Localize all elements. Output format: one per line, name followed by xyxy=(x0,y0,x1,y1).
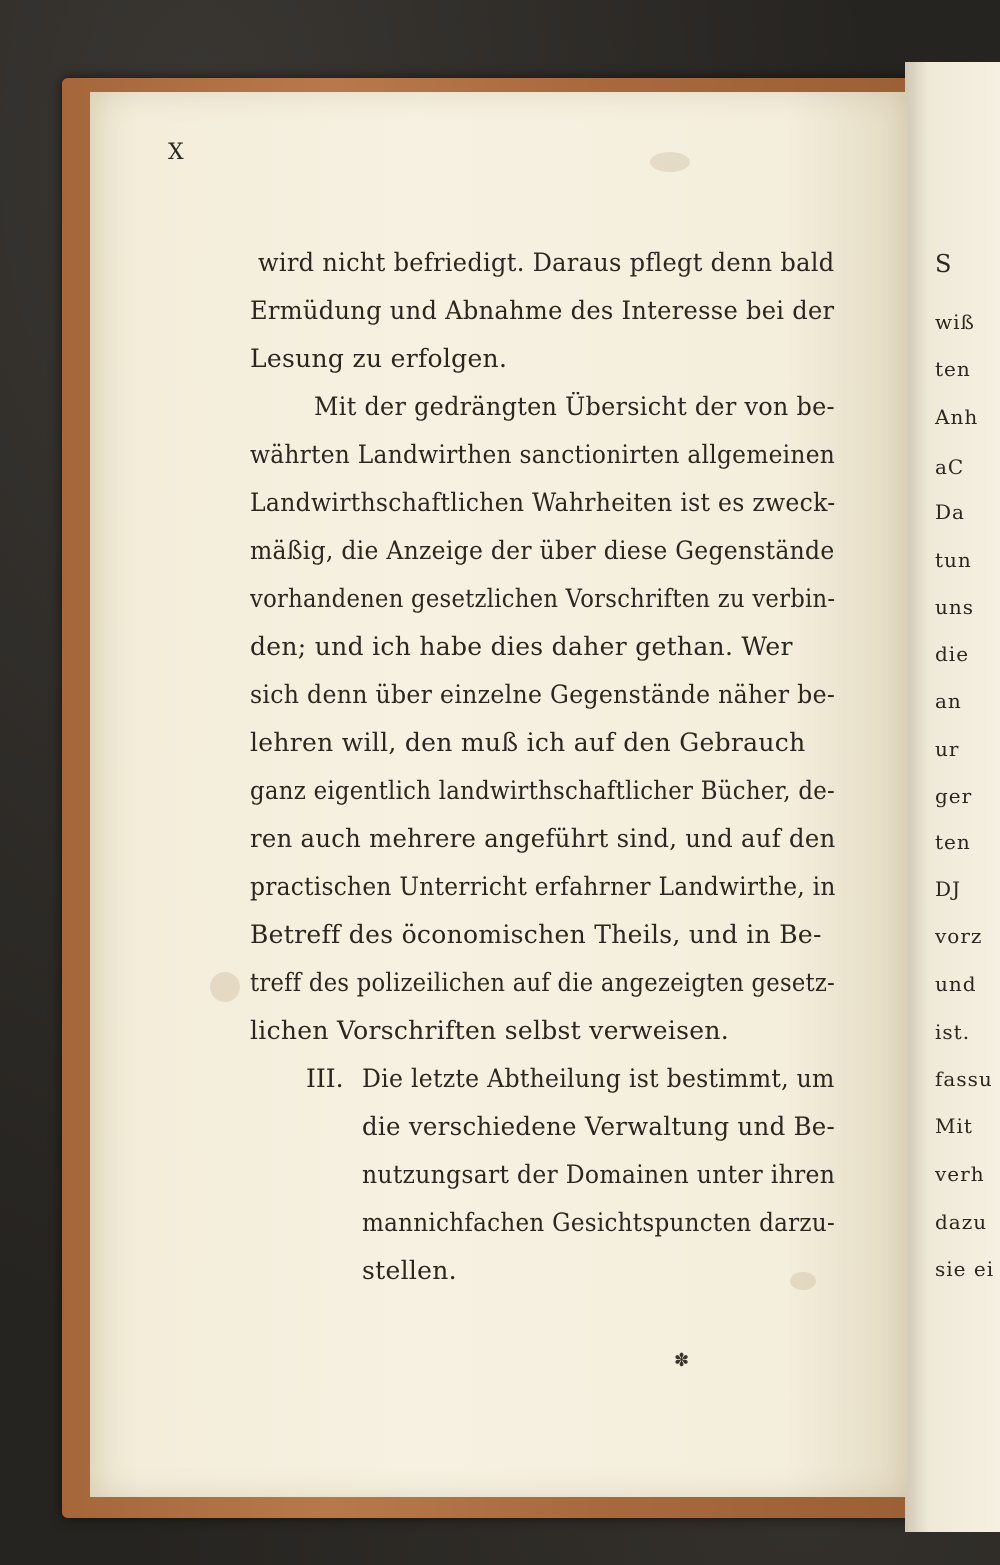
body-line: Ermüdung und Abnahme des Interesse bei der xyxy=(250,296,835,325)
body-line: ren auch mehrere angeführt sind, und auf den xyxy=(250,824,836,853)
facing-page-fragment: tun xyxy=(935,548,972,572)
facing-page-fragment: aC xyxy=(935,455,965,479)
body-line: wird nicht befriedigt. Daraus pflegt denn bald xyxy=(258,248,835,277)
facing-page-fragment: ten xyxy=(935,357,971,381)
body-line: Landwirthschaftlichen Wahrheiten ist es zweck- xyxy=(250,488,836,517)
list-item-line: nutzungsart der Domainen unter ihren xyxy=(362,1160,836,1189)
list-marker: III. xyxy=(306,1064,344,1093)
body-line: sich denn über einzelne Gegenstände näher be- xyxy=(250,680,836,709)
facing-page-fragment: ist. xyxy=(935,1020,971,1044)
body-line: den; und ich habe dies daher gethan. Wer xyxy=(250,632,793,661)
list-item-line: Die letzte Abtheilung ist bestimmt, um xyxy=(362,1064,835,1093)
body-line: practischen Unterricht erfahrner Landwirthe, in xyxy=(250,872,836,901)
body-line: mäßig, die Anzeige der über diese Gegenstände xyxy=(250,536,835,565)
facing-page-fragment: vorz xyxy=(935,924,983,948)
facing-page-fragment: sie ei xyxy=(935,1257,995,1281)
body-line: lehren will, den muß ich auf den Gebrauch xyxy=(250,728,806,757)
facing-page-fragment: uns xyxy=(935,595,975,619)
facing-page-fragment: Anh xyxy=(935,405,979,429)
page-number: X xyxy=(168,140,184,165)
list-item-line: die verschiedene Verwaltung und Be- xyxy=(362,1112,836,1141)
facing-page-fragment: ur xyxy=(935,737,960,761)
facing-page xyxy=(905,62,1000,1532)
facing-page-fragment: Da xyxy=(935,500,965,524)
facing-page-fragment: dazu xyxy=(935,1210,988,1234)
body-line: Mit der gedrängten Übersicht der von be- xyxy=(314,392,835,421)
facing-page-fragment: an xyxy=(935,689,962,713)
facing-page-fragment: die xyxy=(935,642,970,666)
body-line: treff des polizeilichen auf die angezeigten gesetz- xyxy=(250,968,836,997)
body-line: Lesung zu erfolgen. xyxy=(250,344,508,373)
body-line: Betreff des öconomischen Theils, und in Be- xyxy=(250,920,822,949)
body-line: lichen Vorschriften selbst verweisen. xyxy=(250,1016,729,1045)
facing-page-fragment: und xyxy=(935,972,977,996)
body-line: währten Landwirthen sanctionirten allgemeinen xyxy=(250,440,836,469)
ornament-mark: ✽ xyxy=(674,1350,690,1371)
list-item-line: mannichfachen Gesichtspuncten darzu- xyxy=(362,1208,836,1237)
body-line: ganz eigentlich landwirthschaftlicher Bücher, de- xyxy=(250,776,836,805)
list-item-line: stellen. xyxy=(362,1256,457,1285)
body-line: vorhandenen gesetzlichen Vorschriften zu verbin- xyxy=(250,584,836,613)
facing-page-fragment: wiß xyxy=(935,310,975,334)
facing-page-fragment: fassu xyxy=(935,1067,993,1091)
facing-page-fragment: ger xyxy=(935,784,973,808)
facing-page-fragment: ten xyxy=(935,830,971,854)
facing-page-fragment: verh xyxy=(935,1162,985,1186)
facing-page-fragment: S xyxy=(935,250,953,278)
facing-page-fragment: DJ xyxy=(935,877,962,901)
facing-page-fragment: Mit xyxy=(935,1114,973,1138)
